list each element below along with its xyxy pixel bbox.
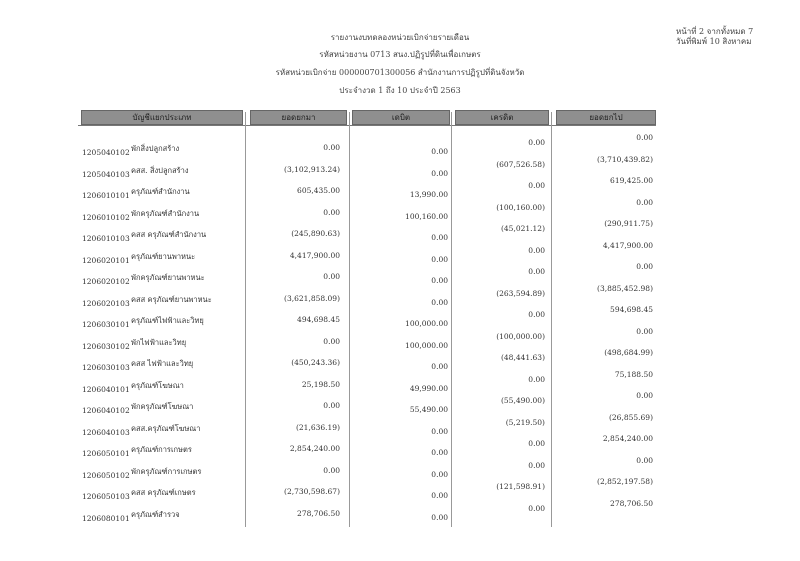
account-name: คสส ครุภัณฑ์เกษตร [131, 488, 196, 497]
account-code: 1206050103 [82, 492, 130, 501]
account-name: ครุภัณฑ์สำรวจ [131, 509, 180, 519]
amount-bf: (21,636.19) [295, 422, 340, 432]
account-code: 1206050101 [82, 449, 130, 458]
amount-cf: 0.00 [636, 262, 653, 271]
account-code: 1206030103 [82, 363, 130, 372]
agency-line: รหัสหน่วยงาน 0713 สนง.ปฏิรูปที่ดินเพื่อเกษตร [319, 50, 481, 59]
account-name: พักครุภัณฑ์โฆษณา [131, 402, 194, 411]
amount-cf: (26,855.69) [608, 412, 653, 422]
amount-bf: (245,890.63) [291, 229, 340, 238]
amount-dr: 49,990.00 [409, 383, 448, 393]
table-row [0, 154, 800, 183]
amount-cf: 4,417,900.00 [602, 240, 653, 250]
amount-cf: 0.00 [636, 455, 653, 465]
amount-bf: (2,730,598.67) [284, 487, 340, 496]
amount-bf: 278,706.50 [297, 508, 340, 518]
amount-dr: 0.00 [431, 469, 448, 479]
amount-cr: (263,594.89) [496, 288, 545, 298]
amount-cr: 0.00 [528, 310, 545, 319]
col-header-brought-forward: ยอดยกมา [250, 110, 347, 125]
amount-cr: 0.00 [528, 374, 545, 384]
amount-dr: 0.00 [431, 512, 448, 522]
report-title: รายงานงบทดลองหน่วยเบิกจ่ายรายเดือน [330, 33, 470, 42]
account-code: 1205040102 [82, 148, 130, 157]
account-code: 1206010101 [82, 191, 130, 200]
amount-cr: 0.00 [528, 181, 545, 190]
account-name: คสส ครุภัณฑ์สำนักงาน [131, 230, 207, 239]
amount-dr: 100,000.00 [405, 319, 448, 328]
table-row [0, 477, 800, 505]
table-row [0, 133, 800, 161]
table-row [0, 455, 800, 484]
account-name: พักครุภัณฑ์การเกษตร [131, 466, 202, 476]
amount-cf: (3,885,452.98) [597, 283, 653, 293]
account-name: คสส. สิ่งปลูกสร้าง [131, 165, 189, 175]
account-name: ครุภัณฑ์ไฟฟ้าและวิทยุ [131, 316, 204, 325]
account-code: 1206010102 [82, 212, 130, 222]
col-header-credit: เครดิต [455, 110, 549, 125]
table-row [0, 412, 800, 441]
account-name: พักไฟฟ้าและวิทยุ [131, 337, 187, 347]
amount-dr: 0.00 [431, 362, 448, 371]
account-name: ครุภัณฑ์ยานพาหนะ [131, 251, 196, 261]
account-code: 1206020102 [82, 277, 130, 286]
table-row [0, 348, 800, 376]
amount-dr: 0.00 [431, 491, 448, 500]
amount-cf: (3,710,439.82) [597, 154, 653, 164]
amount-bf: 605,435.00 [297, 186, 340, 195]
amount-dr: 0.00 [431, 254, 448, 264]
table-row [0, 326, 800, 355]
amount-dr: 55,490.00 [409, 405, 448, 414]
amount-cr: 0.00 [528, 503, 545, 513]
amount-bf: 494,698.45 [297, 315, 340, 324]
col-header-account: บัญชีแยกประเภท [81, 110, 243, 125]
amount-bf: 0.00 [323, 336, 340, 346]
account-name: ครุภัณฑ์การเกษตร [131, 445, 192, 454]
amount-cr: (5,219.50) [505, 417, 545, 427]
period-line: ประจำงวด 1 ถึง 10 ประจำปี 2563 [339, 86, 461, 95]
amount-dr: 100,000.00 [405, 340, 448, 350]
account-code: 1206030101 [82, 320, 130, 329]
account-code: 1206040101 [82, 384, 130, 394]
account-code: 1205040103 [82, 169, 130, 179]
amount-cr: 0.00 [528, 245, 545, 255]
print-date: วันที่พิมพ์ 10 สิงหาคม [676, 37, 752, 46]
account-name: ครุภัณฑ์โฆษณา [131, 380, 184, 390]
table-row [0, 434, 800, 462]
amount-cf: (290,911.75) [604, 219, 653, 228]
table-row [0, 262, 800, 290]
account-name: คสส.ครุภัณฑ์โฆษณา [131, 423, 201, 433]
unit-line: รหัสหน่วยเบิกจ่าย 000000701300056 สำนักงานการปฏิรูปที่ดินจังหวัด [275, 68, 525, 77]
amount-cf: 0.00 [636, 197, 653, 207]
amount-dr: 0.00 [431, 297, 448, 307]
amount-bf: 2,854,240.00 [289, 444, 340, 453]
amount-bf: 0.00 [323, 272, 340, 281]
header-rule [78, 125, 656, 126]
amount-cr: (55,490.00) [500, 396, 545, 405]
account-name: ครุภัณฑ์สำนักงาน [131, 187, 190, 196]
account-code: 1206020101 [82, 255, 130, 265]
amount-cf: 0.00 [636, 391, 653, 400]
page-number: หน้าที่ 2 จากทั้งหมด 7 [676, 27, 754, 36]
amount-cf: 619,425.00 [610, 176, 653, 185]
table-row [0, 197, 800, 226]
amount-cr: (100,160.00) [496, 202, 545, 212]
amount-cr: 0.00 [528, 460, 545, 470]
amount-cf: 594,698.45 [610, 305, 653, 314]
amount-cr: (607,526.58) [496, 159, 545, 169]
amount-dr: 0.00 [431, 168, 448, 178]
table-row [0, 498, 800, 527]
amount-cr: 0.00 [528, 439, 545, 448]
account-code: 1206020103 [82, 298, 130, 308]
amount-dr: 0.00 [431, 147, 448, 156]
amount-cf: 0.00 [636, 326, 653, 336]
amount-cr: 0.00 [528, 138, 545, 147]
table-row [0, 283, 800, 312]
account-code: 1206030102 [82, 341, 130, 351]
amount-cr: 0.00 [528, 267, 545, 276]
account-code: 1206040103 [82, 427, 130, 437]
amount-dr: 0.00 [431, 448, 448, 457]
account-name: พักครุภัณฑ์สำนักงาน [131, 208, 200, 218]
amount-cf: (2,852,197.58) [597, 477, 653, 486]
amount-cr: (45,021.12) [500, 224, 545, 233]
account-code: 1206040102 [82, 406, 130, 415]
amount-cf: 0.00 [636, 133, 653, 142]
amount-dr: 13,990.00 [409, 190, 448, 199]
amount-cr: (48,441.63) [500, 353, 545, 362]
amount-cr: (100,000.00) [496, 331, 545, 341]
amount-bf: (450,243.36) [291, 358, 340, 367]
table-row [0, 305, 800, 333]
account-code: 1206010103 [82, 234, 130, 243]
amount-bf: 0.00 [323, 143, 340, 152]
amount-bf: 4,417,900.00 [289, 250, 340, 260]
account-name: พักสิ่งปลูกสร้าง [131, 144, 180, 153]
amount-cf: 2,854,240.00 [602, 434, 653, 443]
account-name: คสส ครุภัณฑ์ยานพาหนะ [131, 294, 212, 304]
table-row [0, 391, 800, 419]
account-name: คสส ไฟฟ้าและวิทยุ [131, 359, 194, 368]
table-row [0, 369, 800, 398]
amount-cf: 75,188.50 [614, 369, 653, 379]
col-header-debit: เดบิต [352, 110, 450, 125]
amount-bf: (3,102,913.24) [284, 164, 340, 174]
amount-dr: 0.00 [431, 233, 448, 242]
amount-bf: 25,198.50 [301, 379, 340, 389]
amount-dr: 100,160.00 [405, 211, 448, 221]
amount-dr: 0.00 [431, 426, 448, 436]
col-header-carried-forward: ยอดยกไป [556, 110, 656, 125]
account-code: 1206050102 [82, 470, 130, 480]
account-name: พักครุภัณฑ์ยานพาหนะ [131, 273, 205, 282]
amount-cf: 278,706.50 [610, 498, 653, 508]
table-row [0, 219, 800, 247]
amount-bf: 0.00 [323, 465, 340, 475]
amount-bf: 0.00 [323, 207, 340, 217]
account-code: 1206080101 [82, 513, 130, 523]
amount-dr: 0.00 [431, 276, 448, 285]
amount-bf: (3,621,858.09) [284, 293, 340, 303]
amount-cf: (498,684.99) [604, 348, 653, 357]
amount-bf: 0.00 [323, 401, 340, 410]
table-row [0, 176, 800, 204]
table-row [0, 240, 800, 269]
amount-cr: (121,598.91) [496, 482, 545, 491]
